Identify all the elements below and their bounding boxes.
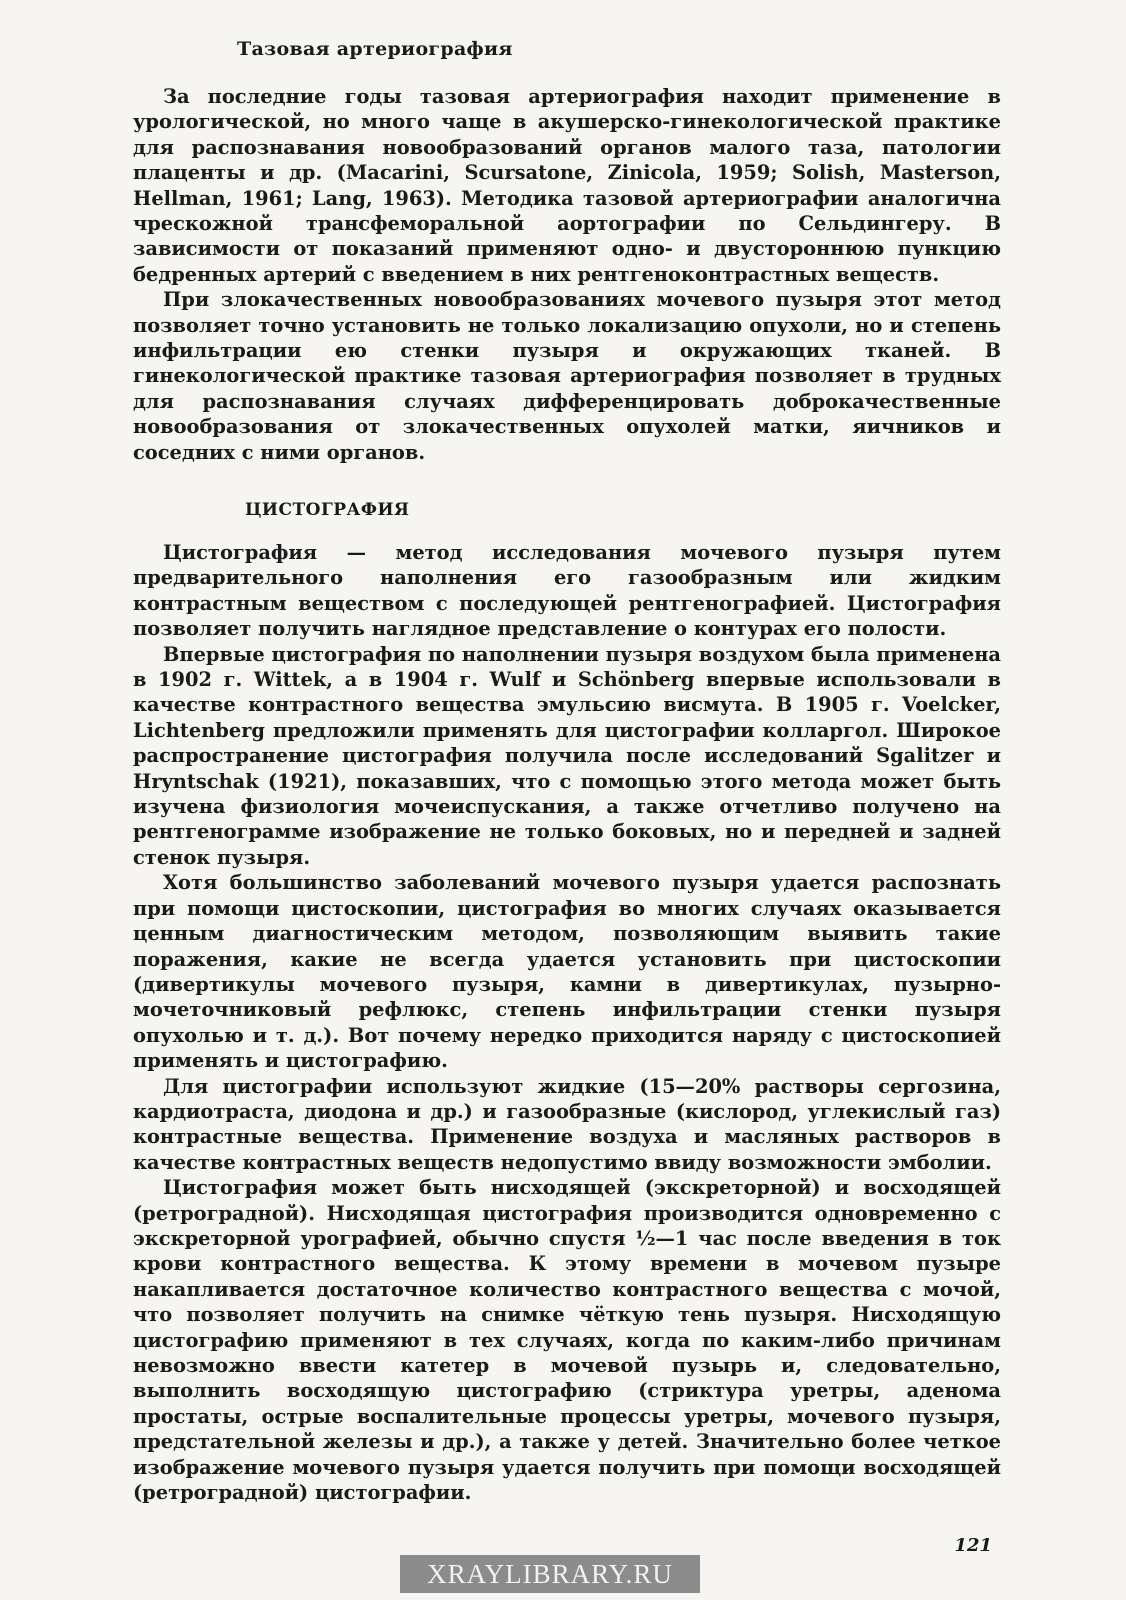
section-heading-pelvic-arteriography: Тазовая артериография bbox=[237, 38, 513, 60]
paragraph: Цистография может быть нисходящей (экскреторной) и восходящей (ретроградной). Нисходящая цистография производится одновременно с экскреторной урографией, обычно спустя ½—1 час после введения в ток крови контрастного вещества. К этому времени в мочевом пузыре накапливается достаточное количество контрастного вещества с мочой, что позволяет получить на снимке чёткую тень пузыря. Нисходящую цистографию применяют в тех случаях, когда по каким-либо причинам невозможно ввести катетер в мочевой пузырь и, следовательно, выполнить восходящую цистографию (стриктура уретры, аденома простаты, острые воспалительные процессы уретры, мочевого пузыря, предстательной железы и др.), а также у детей. Значительно более четкое изображение мочевого пузыря удается получить при помощи восходящей (ретроградной) цистографии. bbox=[133, 1176, 1001, 1505]
watermark: XRAYLIBRARY.RU bbox=[400, 1555, 700, 1593]
page-number: 121 bbox=[954, 1535, 992, 1556]
paragraph: При злокачественных новообразованиях мочевого пузыря этот метод позволяет точно установить не только локализацию опухоли, но и степень инфильтрации ею стенки пузыря и окружающих тканей. В гинекологической практике тазовая артериография позволяет в трудных для распознавания случаях дифференцировать доброкачественные новообразования от злокачественных опухолей матки, яичников и соседних с ними органов. bbox=[133, 288, 1001, 464]
paragraph: За последние годы тазовая артериография находит применение в урологической, но много чаще в акушерско-гинекологической практике для распознавания новообразований органов малого таза, патологии плаценты и др. (Macarini, Scursatone, Zinicola, 1959; Solish, Masterson, Hellman, 1961; Lang, 1963). Методика тазовой артериографии аналогична чрескожной трансфеморальной аортографии по Сельдингеру. В зависимости от показаний применяют одно- и двустороннюю пункцию бедренных артерий с введением в них рентгеноконтрастных веществ. bbox=[133, 85, 1001, 286]
paragraph: Впервые цистография по наполнении пузыря воздухом была применена в 1902 г. Wittek, а в 1904 г. Wulf и Schönberg впервые использовали в качестве контрастного вещества эмульсию висмута. В 1905 г. Voelcker, Lichtenberg предложили применять для цистографии колларгол. Широкое распространение цистография получила после исследований Sgalitzer и Hryntschak (1921), показавших, что с помощью этого метода может быть изучена физиология мочеиспускания, а также отчетливо получено на рентгенограмме изображение не только боковых, но и передней и задней стенок пузыря. bbox=[133, 642, 1001, 869]
section-body-pelvic-arteriography bbox=[133, 84, 1001, 465]
paragraph: Для цистографии используют жидкие (15—20% растворы сергозина, кардиотраста, диодона и др.) и газообразные (кислород, углекислый газ) контрастные вещества. Применение воздуха и масляных растворов в качестве контрастных веществ недопустимо ввиду возможности эмболии. bbox=[133, 1074, 1001, 1174]
paragraph: Хотя большинство заболеваний мочевого пузыря удается распознать при помощи цистоскопии, цистография во многих случаях оказывается ценным диагностическим методом, позволяющим выявить такие поражения, какие не всегда удается установить при цистоскопии (дивертикулы мочевого пузыря, камни в дивертикулах, пузырно-мочеточниковый рефлюкс, степень инфильтрации стенки пузыря опухолью и т. д.). Вот почему нередко приходится наряду с цистоскопией применять и цистографию. bbox=[133, 871, 1001, 1073]
section-heading-cystography: ЦИСТОГРАФИЯ bbox=[245, 500, 410, 520]
paragraph: Цистография — метод исследования мочевого пузыря путем предварительного наполнения его газообразным или жидким контрастным веществом с последующей рентгенографией. Цистография позволяет получить наглядное представление о контурах его полости. bbox=[133, 541, 1001, 641]
section-body-cystography bbox=[133, 540, 1001, 1505]
